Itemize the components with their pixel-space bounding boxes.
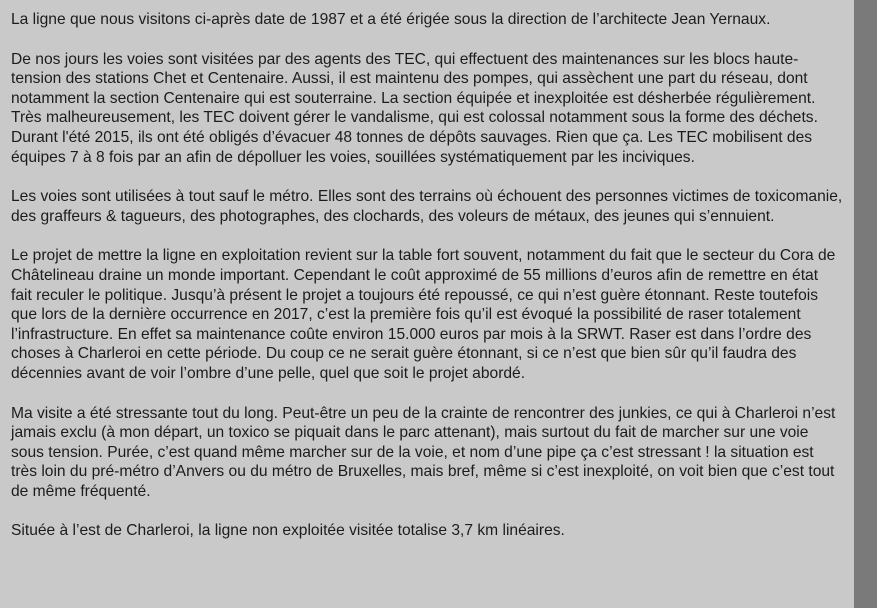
paragraph-location: Située à l’est de Charleroi, la ligne non exploitée visitée totalise 3,7 km linéaires. (11, 522, 565, 540)
paragraph-intro: La ligne que nous visitons ci-après date de 1987 et a été érigée sous la direction de l’architecte Jean Yernaux. (11, 11, 771, 28)
paragraph-visit: Ma visite a été stressante tout du long. Peut-être un peu de la crainte de rencontrer des junkies, ce qui à Charleroi n’est jamais exclu (à mon départ, un toxico se piquait dans le parc attenant), mais surtout du fait de marcher sur une voie sous tension. Purée, c’est quand même marcher sur de la voie, et nom d’une pipe ça c’est stressant ! la situation est très loin du pré-métro d’Anvers ou du métro de Bruxelles, mais bref, même si c’est inexploité, on voit bien que c’est tout de même fréquenté. (11, 404, 836, 500)
vertical-scrollbar[interactable] (854, 0, 877, 608)
paragraph-maintenance: De nos jours les voies sont visitées par des agents des TEC, qui effectuent des maintenances sur les blocs haute-tension des stations Chet et Centenaire. Aussi, il est maintenu des pompes, qui assèchent une part du réseau, dont notamment la section Centenaire qui est souterraine. La section équipée et inexploitée est désherbée régulièrement. Très malheureusement, les TEC doivent gérer le vandalisme, qui est colossal notamment sous la forme des déchets. Durant l'été 2015, ils ont été obligés d’évacuer 48 tonnes de dépôts sauvages. Rien que ça. Les TEC mobilisent des équipes 7 à 8 fois par an afin de dépolluer les voies, souillées systématiquement par les inciviques. (11, 50, 818, 166)
paragraph-project: Le projet de mettre la ligne en exploitation revient sur la table fort souvent, notamment du fait que le secteur du Cora de Châtelineau draine un monde important. Cependant le coût approximé de 55 millions d’euros afin de remettre en état fait reculer le politique. Jusqu’à présent le projet a toujours été repoussé, ce qui n’est guère étonnant. Reste toutefois que lors de la dernière occurrence en 2017, c’est la première fois qu’il est évoqué la possibilité de raser totalement l’infrastructure. En effet sa maintenance coûte environ 15.000 euros par mois à la SRWT. Raser est dans l’ordre des choses à Charleroi en cette période. Du coup ce ne serait guère étonnant, si ce n’est que bien sûr qu’il faudra des décennies avant de voir l’ombre d’une pelle, quel que soit le projet abordé. (11, 247, 836, 382)
article-body (11, 10, 843, 561)
paragraph-usage: Les voies sont utilisées à tout sauf le métro. Elles sont des terrains où échouent des personnes victimes de toxicomanie, des graffeurs & tagueurs, des photographes, des clochards, des voleurs de métaux, des jeunes qui s’ennuient. (11, 188, 843, 225)
